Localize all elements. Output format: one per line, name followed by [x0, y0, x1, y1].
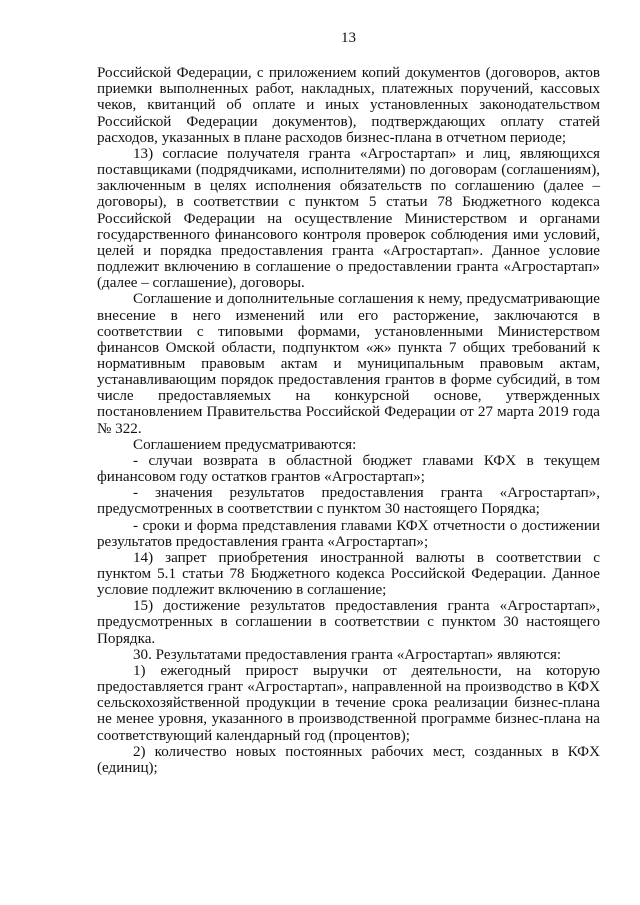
paragraph: 30. Результатами предоставления гранта «Агростартап» являются:	[133, 646, 562, 663]
paragraph: 2) количество новых постоянных рабочих мест, созданных в КФХ (единиц);	[97, 743, 600, 776]
paragraph: Соглашение и дополнительные соглашения к нему, предусматривающие внесение в него изменений или его расторжение, заключаются в соответствии с типовыми формами, установленными Министерством финансов Омской области, подпунктом «ж» пункта 7 общих требований к нормативным правовым актам и муниципальным правовым актам, устанавливающим порядок предоставления грантов в форме субсидий, в том числе предоставляемых на конкурсной основе, утвержденных постановлением Правительства Российской Федерации от 27 марта 2019 года № 322.	[97, 291, 600, 437]
paragraph: Соглашением предусматриваются:	[133, 436, 357, 453]
page-number: 13	[340, 30, 357, 46]
paragraph: 1) ежегодный прирост выручки от деятельности, на которую предоставляется грант «Агростартап», направленной на производство в КФХ сельскохозяйственной продукции в течение срока реализации бизнес-плана не менее уровня, указанного в производственной программе бизнес-плана на соответствующий календарный год (процентов);	[97, 662, 600, 744]
paragraph: - сроки и форма представления главами КФХ отчетности о достижении результатов предоставления гранта «Агростартап»;	[97, 517, 600, 550]
document-body	[97, 65, 600, 776]
paragraph: 13) согласие получателя гранта «Агростартап» и лиц, являющихся поставщиками (подрядчиками, исполнителями) по договорам (соглашениям), заключенным в целях исполнения обязательств по соглашению (далее – договоры), в соответствии с пунктом 5 статьи 78 Бюджетного кодекса Российской Федерации на осуществление Министерством и органами государственного финансового контроля проверок соблюдения ими условий, целей и порядка предоставления гранта «Агростартап». Данное условие подлежит включению в соглашение о предоставлении гранта «Агростартап» (далее – соглашение), договоры.	[97, 145, 600, 292]
paragraph: - случаи возврата в областной бюджет главами КФХ в текущем финансовом году остатков грантов «Агростартап»;	[97, 452, 600, 486]
paragraph: - значения результатов предоставления гранта «Агростартап», предусмотренных в соответствии с пунктом 30 настоящего Порядка;	[97, 485, 600, 518]
paragraph: 14) запрет приобретения иностранной валюты в соответствии с пунктом 5.1 статьи 78 Бюджетного кодекса Российской Федерации. Данное условие подлежит включению в соглашение;	[97, 549, 600, 599]
paragraph: Российской Федерации, с приложением копий документов (договоров, актов приемки выполненных работ, накладных, платежных поручений, кассовых чеков, квитанций об оплате и иных установленных законодательством Российской Федерации документов), подтверждающих оплату статей расходов, указанных в плане расходов бизнес-плана в отчетном периоде;	[97, 65, 600, 146]
paragraph: 15) достижение результатов предоставления гранта «Агростартап», предусмотренных в соглашении в соответствии с пунктом 30 настоящего Порядка.	[97, 598, 600, 647]
